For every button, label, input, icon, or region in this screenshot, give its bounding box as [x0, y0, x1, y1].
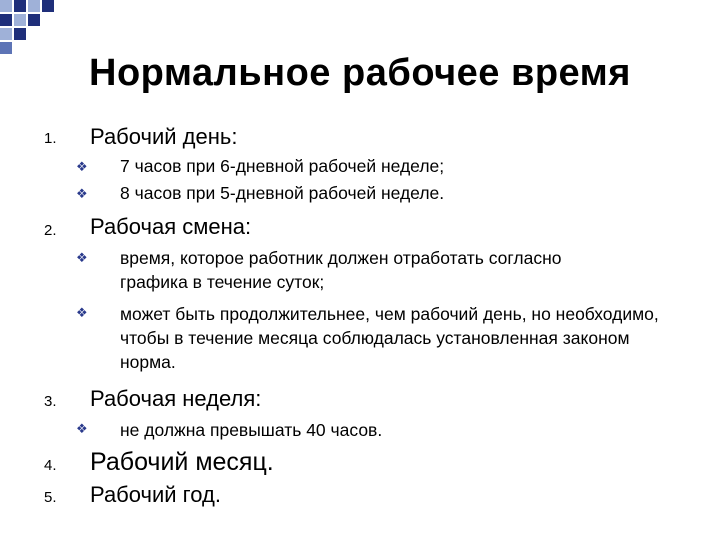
- diamond-arrow-bullet-icon: ❖: [76, 159, 88, 174]
- slide-title: Нормальное рабочее время: [89, 52, 631, 94]
- list-item-number: 5.: [44, 489, 57, 506]
- diamond-arrow-bullet-icon: ❖: [76, 186, 88, 201]
- list-item-label: Рабочий год.: [90, 482, 221, 507]
- diamond-arrow-bullet-icon: ❖: [76, 305, 88, 320]
- sub-list-item: не должна превышать 40 часов.: [120, 420, 383, 440]
- diamond-arrow-bullet-icon: ❖: [76, 250, 88, 265]
- list-item-number: 1.: [44, 130, 57, 147]
- diamond-arrow-bullet-icon: ❖: [76, 421, 88, 436]
- list-item-label: Рабочий месяц.: [90, 448, 274, 476]
- list-item-label: Рабочая неделя:: [90, 386, 262, 411]
- sub-list-item: 7 часов при 6-дневной рабочей неделе;: [120, 156, 445, 176]
- list-item-number: 2.: [44, 222, 57, 239]
- list-item-label: Рабочая смена:: [90, 214, 252, 239]
- list-item-number: 4.: [44, 457, 57, 474]
- list-item-number: 3.: [44, 393, 57, 410]
- sub-list-item: 8 часов при 5-дневной рабочей неделе.: [120, 183, 445, 203]
- list-item-label: Рабочий день:: [90, 124, 238, 149]
- sub-list-item: время, которое работник должен отработать согласно графика в течение суток;: [120, 248, 562, 292]
- sub-list-item: может быть продолжительнее, чем рабочий день, но необходимо, чтобы в течение месяца соблюдалась установленная законом норма.: [120, 304, 659, 372]
